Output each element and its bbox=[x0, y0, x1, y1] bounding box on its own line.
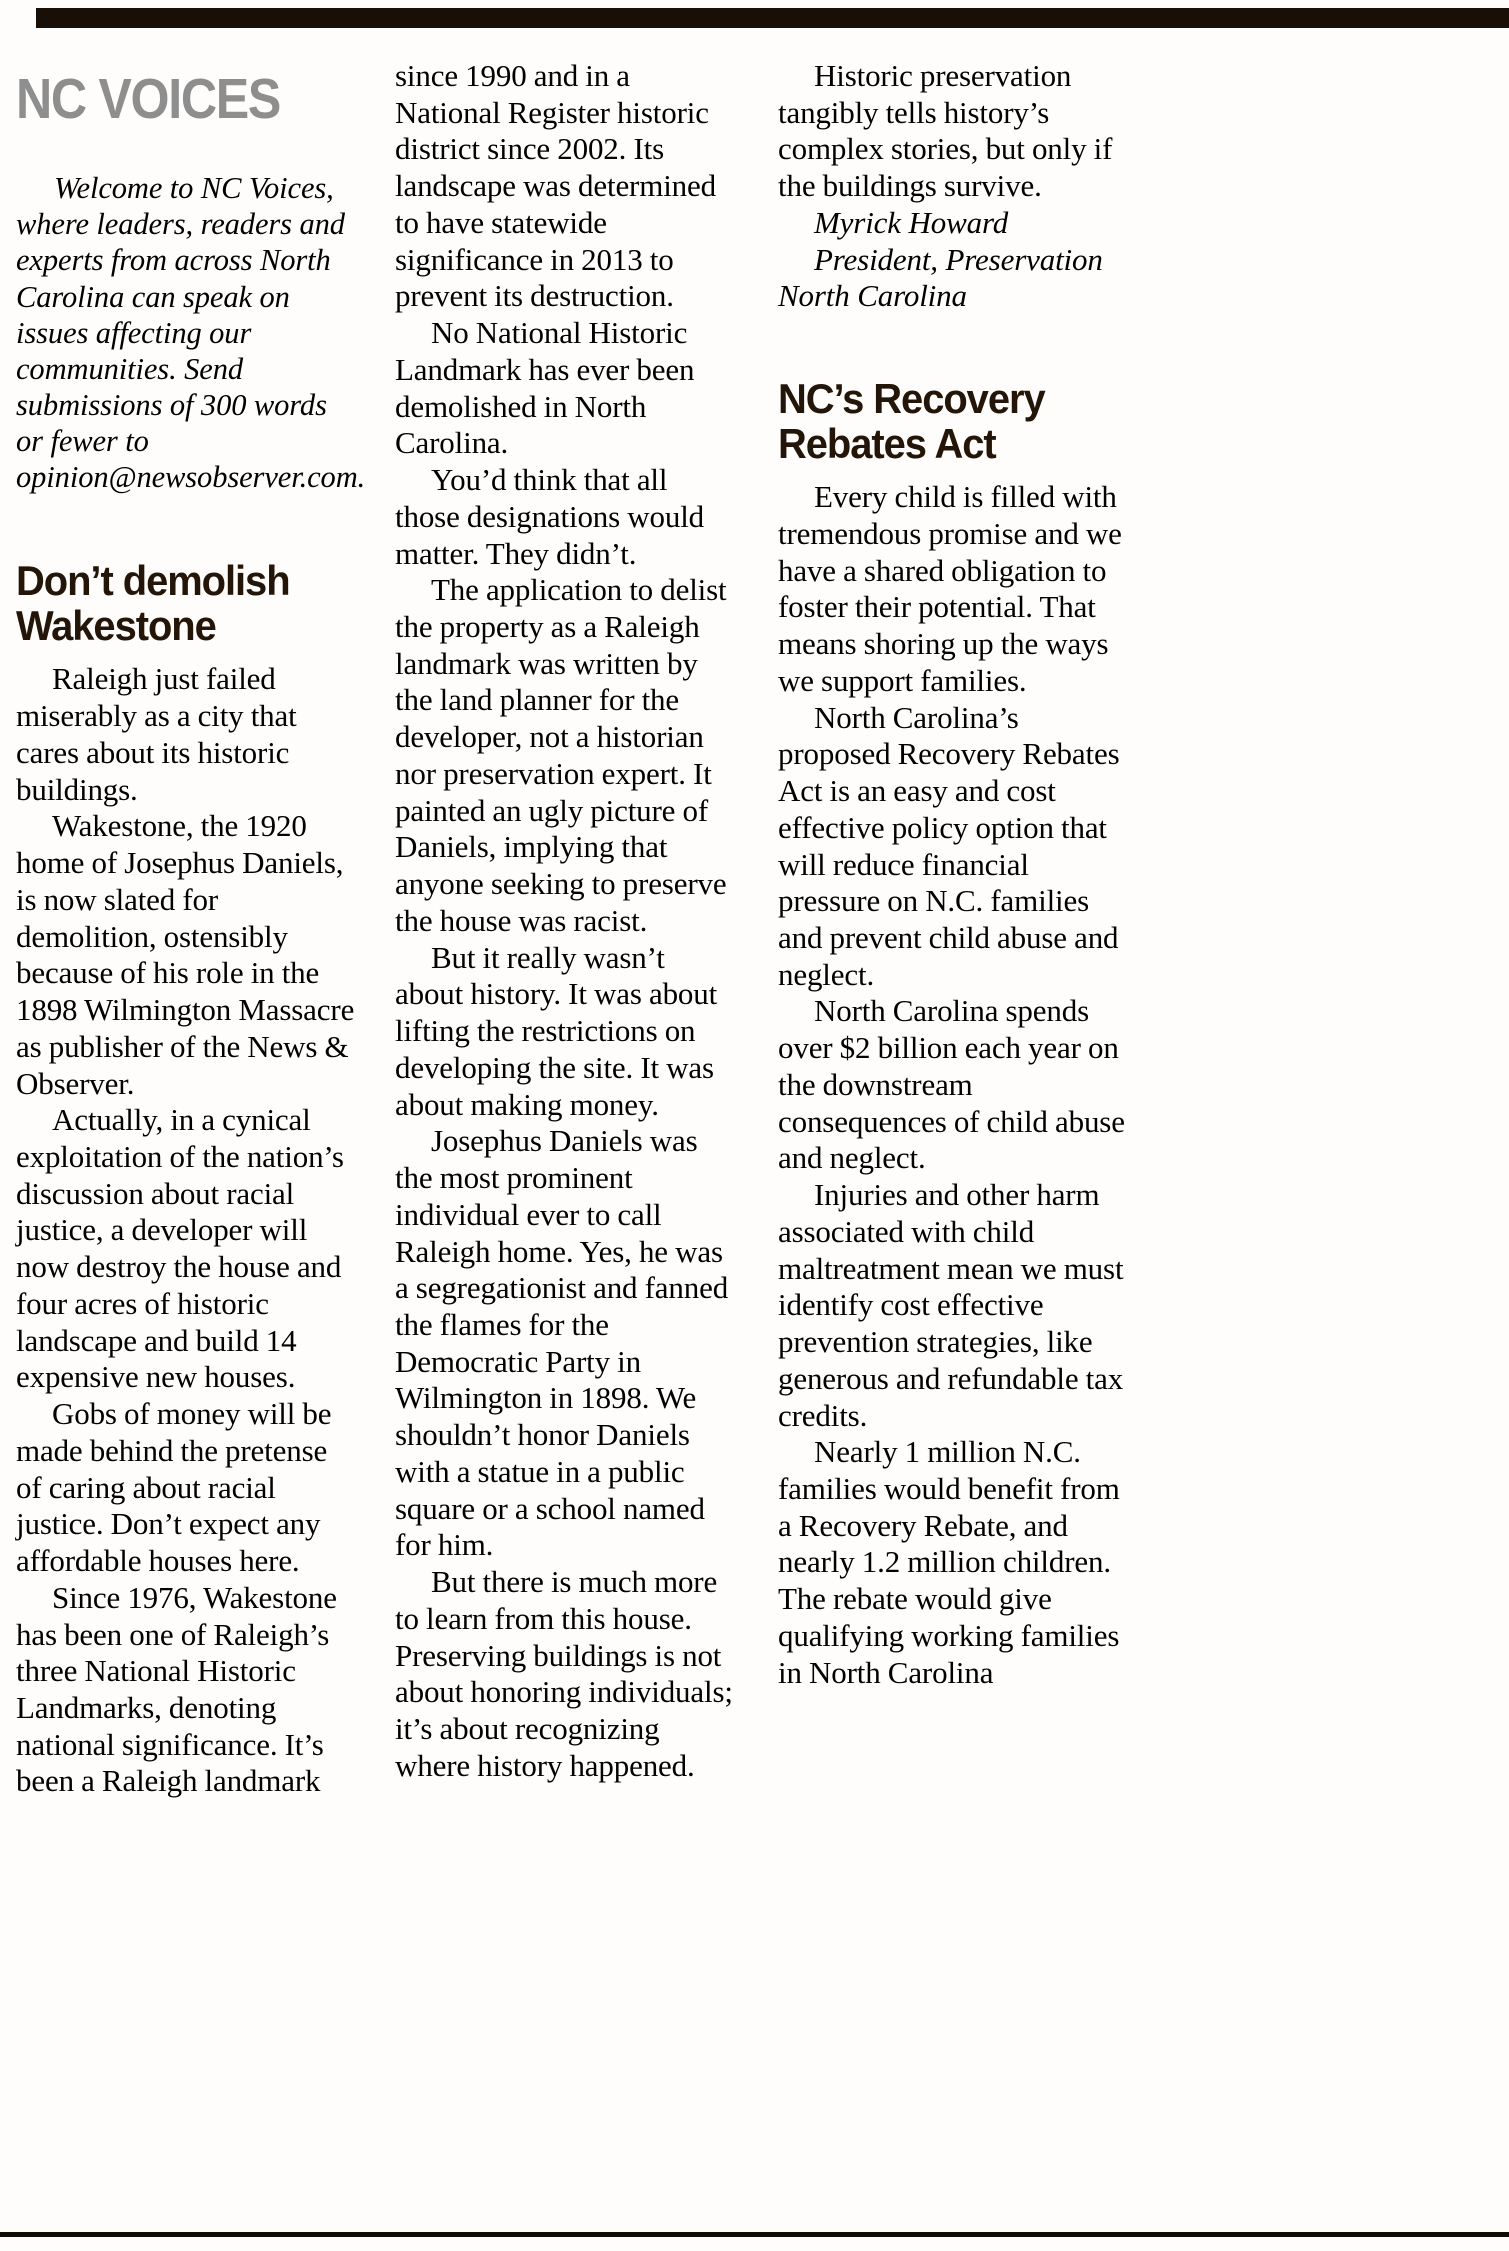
paragraph: Historic preservation tangibly tells history’s complex stories, but only if the buildings survive. bbox=[778, 58, 1113, 204]
paragraph: Actually, in a cynical exploitation of the nation’s discussion about racial justice, a developer will now destroy the house and four acres of historic landscape and build 14 expensive new houses. bbox=[16, 1102, 344, 1395]
paragraph: Every child is filled with tremendous promise and we have a shared obligation to foster their potential. That means shoring up the ways we support families. bbox=[778, 479, 1122, 698]
paragraph: North Carolina’s proposed Recovery Rebates Act is an easy and cost effective policy option that will reduce financial pressure on N.C. families and prevent child abuse and neglect. bbox=[778, 699, 1120, 992]
bottom-rule bbox=[0, 2232, 1509, 2237]
paragraph: Gobs of money will be made behind the pretense of caring about racial justice. Don’t expect any affordable houses here. bbox=[16, 1396, 332, 1579]
paragraph: Wakestone, the 1920 home of Josephus Daniels, is now slated for demolition, ostensibly because of his role in the 1898 Wilmington Massacre as publisher of the News & Observer. bbox=[16, 808, 355, 1101]
paragraph: But it really wasn’t about history. It was about lifting the restrictions on developing the site. It was about making money. bbox=[395, 939, 718, 1122]
paragraph: Injuries and other harm associated with child maltreatment mean we must identify cost effective prevention strategies, like generous and refundable tax credits. bbox=[778, 1177, 1124, 1433]
paragraph: North Carolina spends over $2 billion each year on the downstream consequences of child abuse and neglect. bbox=[778, 993, 1125, 1176]
paragraph: Since 1976, Wakestone has been one of Raleigh’s three National Historic Landmarks, denoting national significance. It’s been a Raleigh landmark bbox=[16, 1579, 337, 1799]
paragraph: Nearly 1 million N.C. families would benefit from a Recovery Rebate, and nearly 1.2 million children. The rebate would give qualifying working families in North Carolina bbox=[778, 1434, 1120, 1690]
paragraph: No National Historic Landmark has ever been demolished in North Carolina. bbox=[395, 315, 695, 461]
paragraph: You’d think that all those designations would matter. They didn’t. bbox=[395, 462, 705, 571]
paragraph: The application to delist the property as a Raleigh landmark was written by the land planner for the developer, not a historian nor preservation expert. It painted an ugly picture of Daniels, implying that anyone seeking to preserve the house was racist. bbox=[395, 572, 727, 938]
paragraph-continued: since 1990 and in a National Register historic district since 2002. Its landscape was determined to have statewide significance in 2013 to prevent its destruction. bbox=[395, 58, 716, 314]
column-1 bbox=[12, 58, 366, 1800]
signature-title-continued: North Carolina bbox=[778, 278, 967, 314]
paragraph: Josephus Daniels was the most prominent individual ever to call Raleigh home. Yes, he was a segregationist and fanned the flames for the Democratic Party in Wilmington in 1898. We shouldn’t honor Daniels with a statue in a public square or a school named for him. bbox=[395, 1123, 729, 1563]
signature-title: President, Preservation bbox=[814, 241, 1103, 277]
signature-name: Myrick Howard bbox=[814, 204, 1009, 240]
column-container bbox=[12, 58, 1502, 2118]
article-headline-wakestone: Don’t demolish Wakestone bbox=[16, 557, 290, 649]
column-3 bbox=[778, 58, 1130, 1691]
page-title: NC VOICES bbox=[16, 67, 281, 131]
article-headline-rebates: NC’s Recovery Rebates Act bbox=[778, 375, 1045, 467]
top-rule bbox=[36, 8, 1509, 28]
paragraph: But there is much more to learn from this house. Preserving buildings is not about honoring individuals; it’s about recognizing where history happened. bbox=[395, 1564, 733, 1783]
paragraph: Raleigh just failed miserably as a city that cares about its historic buildings. bbox=[16, 661, 297, 807]
column-2 bbox=[395, 58, 738, 1785]
intro-blurb: Welcome to NC Voices, where leaders, readers and experts from across North Carolina can speak on issues affecting our communities. Send submissions of 300 words or fewer to opinion@newsobserver.com. bbox=[16, 171, 366, 495]
